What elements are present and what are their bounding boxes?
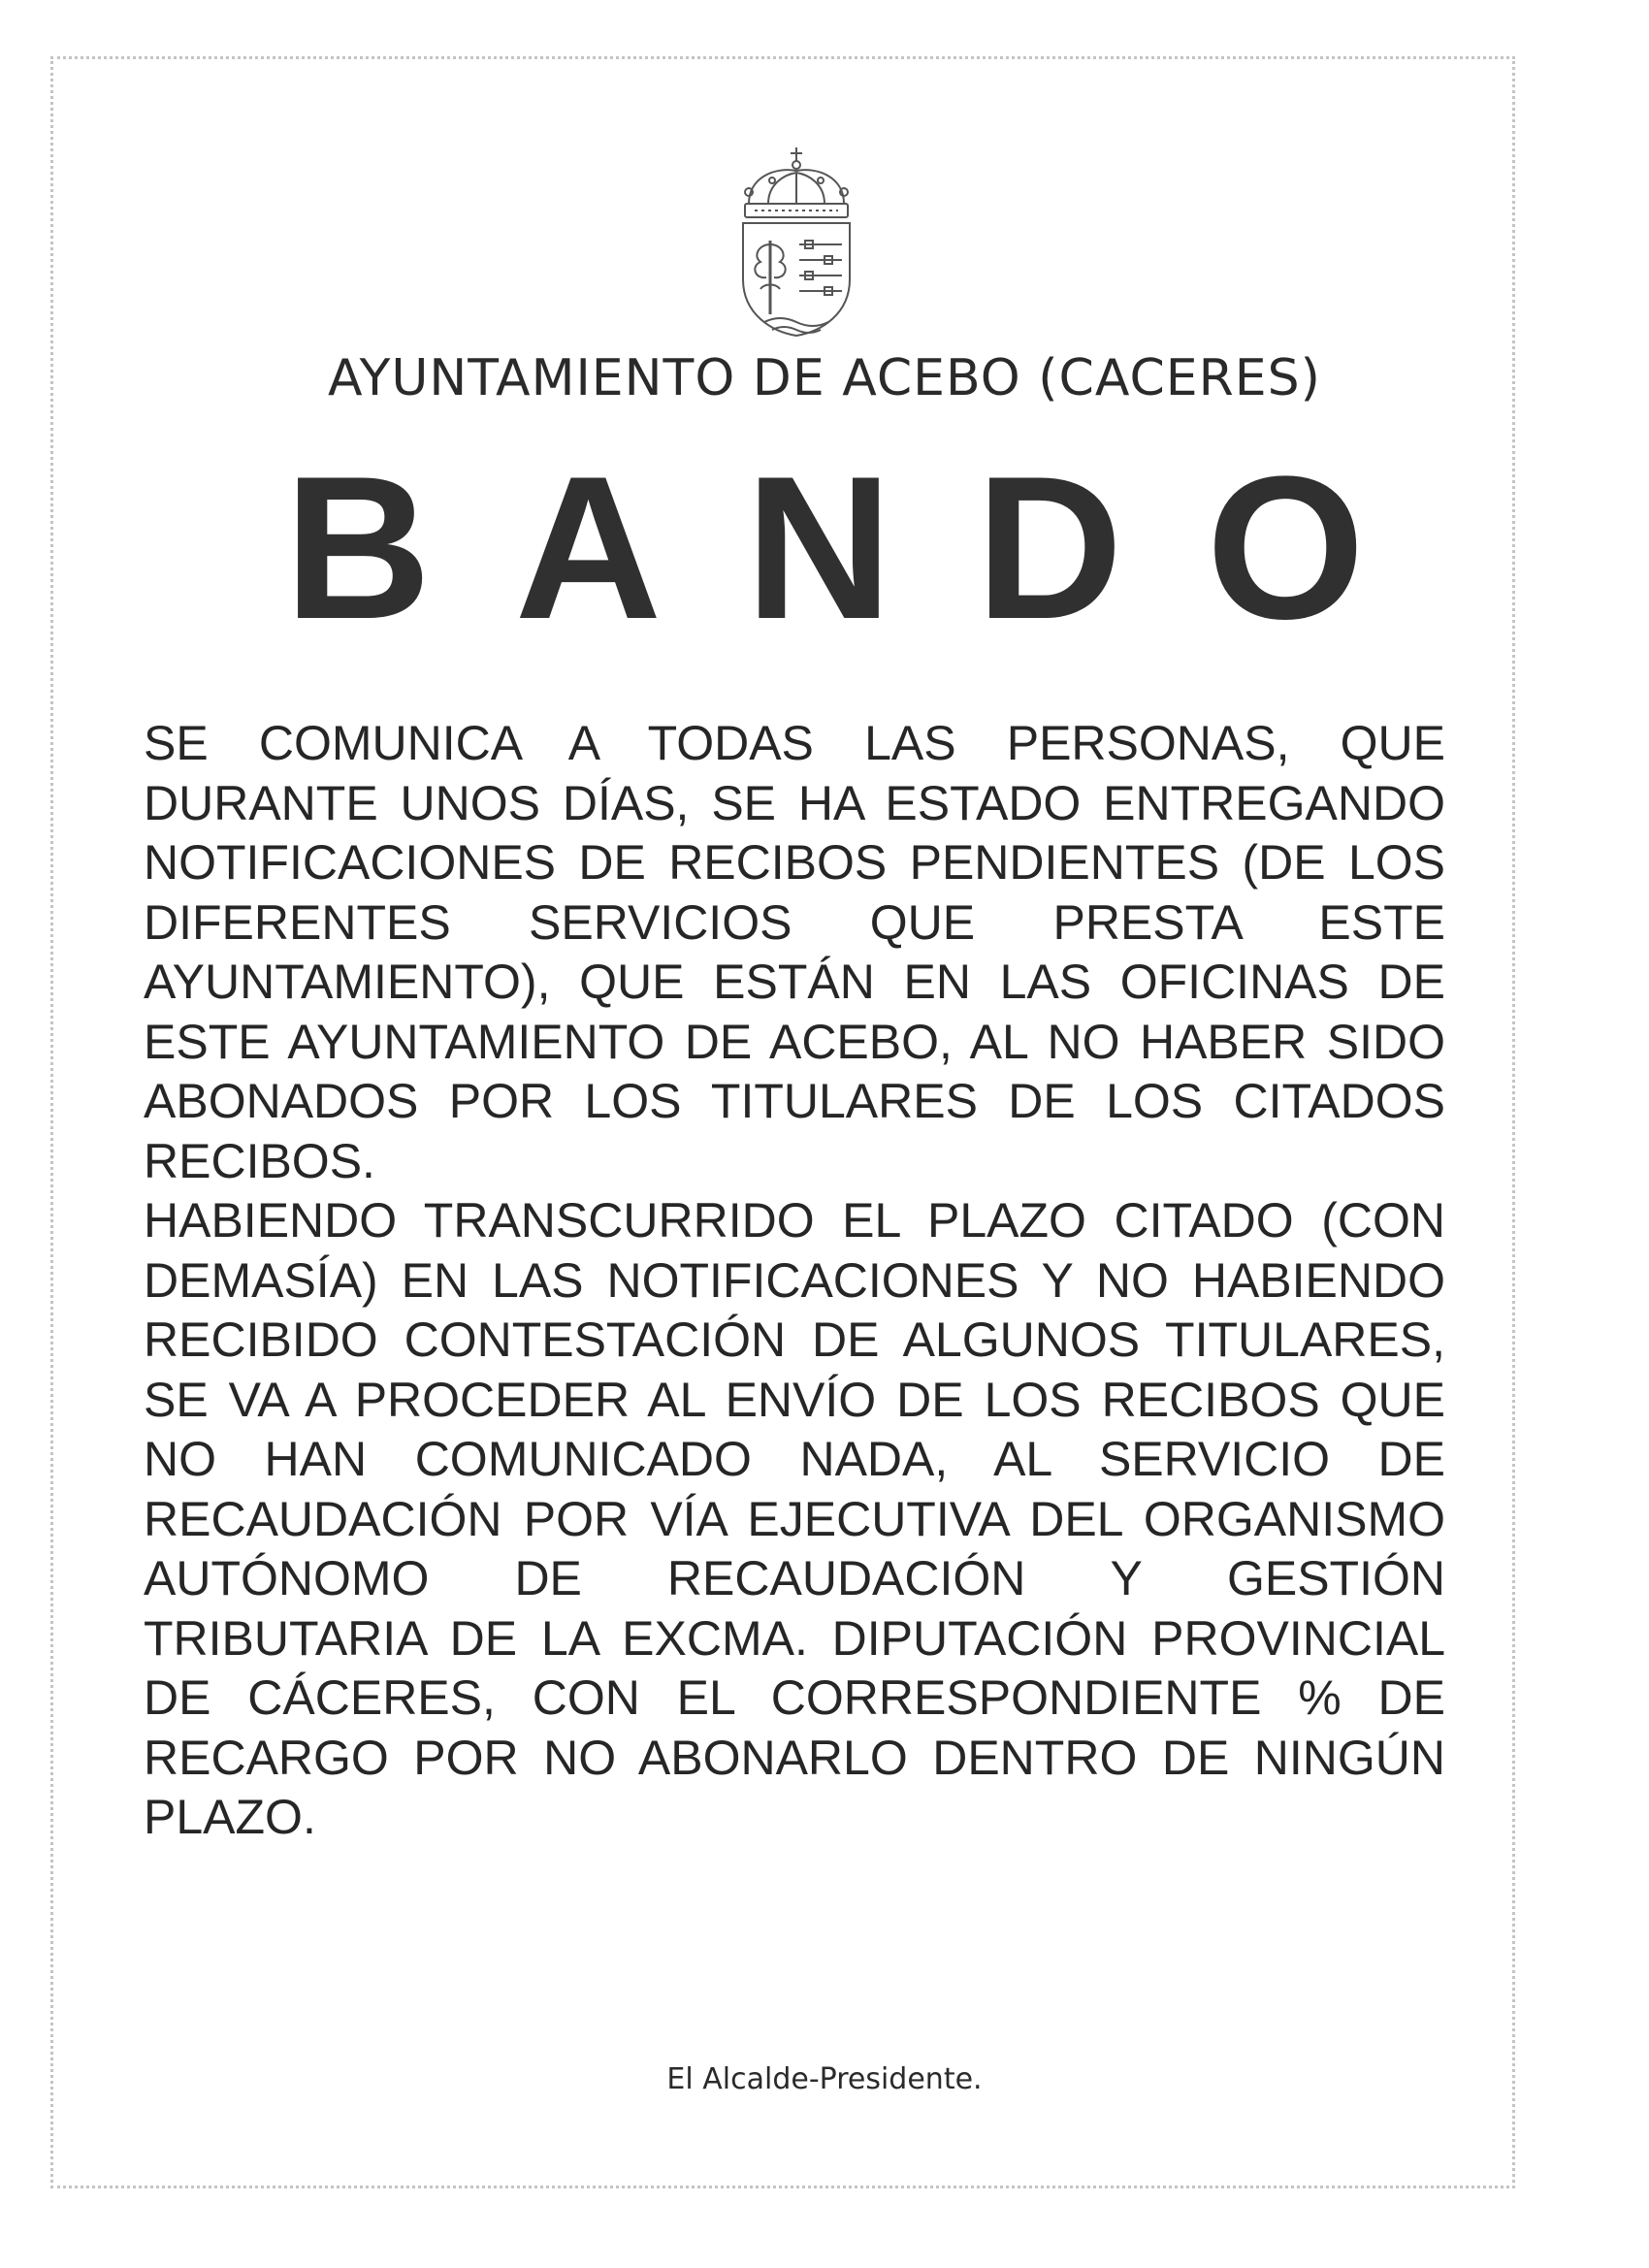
announcement-body bbox=[144, 714, 1445, 1848]
announcement-paragraph: SE COMUNICA A TODAS LAS PERSONAS, QUE DURANTE UNOS DÍAS, SE HA ESTADO ENTREGANDO NOTIFICACIONES DE RECIBOS PENDIENTES (DE LOS DIFERENTES SERVICIOS QUE PRESTA ESTE AYUNTAMIENTO), QUE ESTÁN EN LAS OFICINAS DE ESTE AYUNTAMIENTO DE ACEBO, AL NO HABER SIDO ABONADOS POR LOS TITULARES DE LOS CITADOS RECIBOS. bbox=[144, 716, 1445, 1188]
signature-line: El Alcalde-Presidente. bbox=[666, 2062, 983, 2096]
municipal-coat-of-arms-icon bbox=[735, 144, 857, 338]
municipality-heading: AYUNTAMIENTO DE ACEBO (CACERES) bbox=[328, 349, 1321, 407]
announcement-paragraph: HABIENDO TRANSCURRIDO EL PLAZO CITADO (CON DEMASÍA) EN LAS NOTIFICACIONES Y NO HABIENDO RECIBIDO CONTESTACIÓN DE ALGUNOS TITULARES, SE VA A PROCEDER AL ENVÍO DE LOS RECIBOS QUE NO HAN COMUNICADO NADA, AL SERVICIO DE RECAUDACIÓN POR VÍA EJECUTIVA DEL ORGANISMO AUTÓNOMO DE RECAUDACIÓN Y GESTIÓN TRIBUTARIA DE LA EXCMA. DIPUTACIÓN PROVINCIAL DE CÁCERES, CON EL CORRESPONDIENTE % DE RECARGO POR NO ABONARLO DENTRO DE NINGÚN PLAZO. bbox=[144, 1193, 1445, 1844]
document-title: BANDO bbox=[284, 434, 1448, 662]
